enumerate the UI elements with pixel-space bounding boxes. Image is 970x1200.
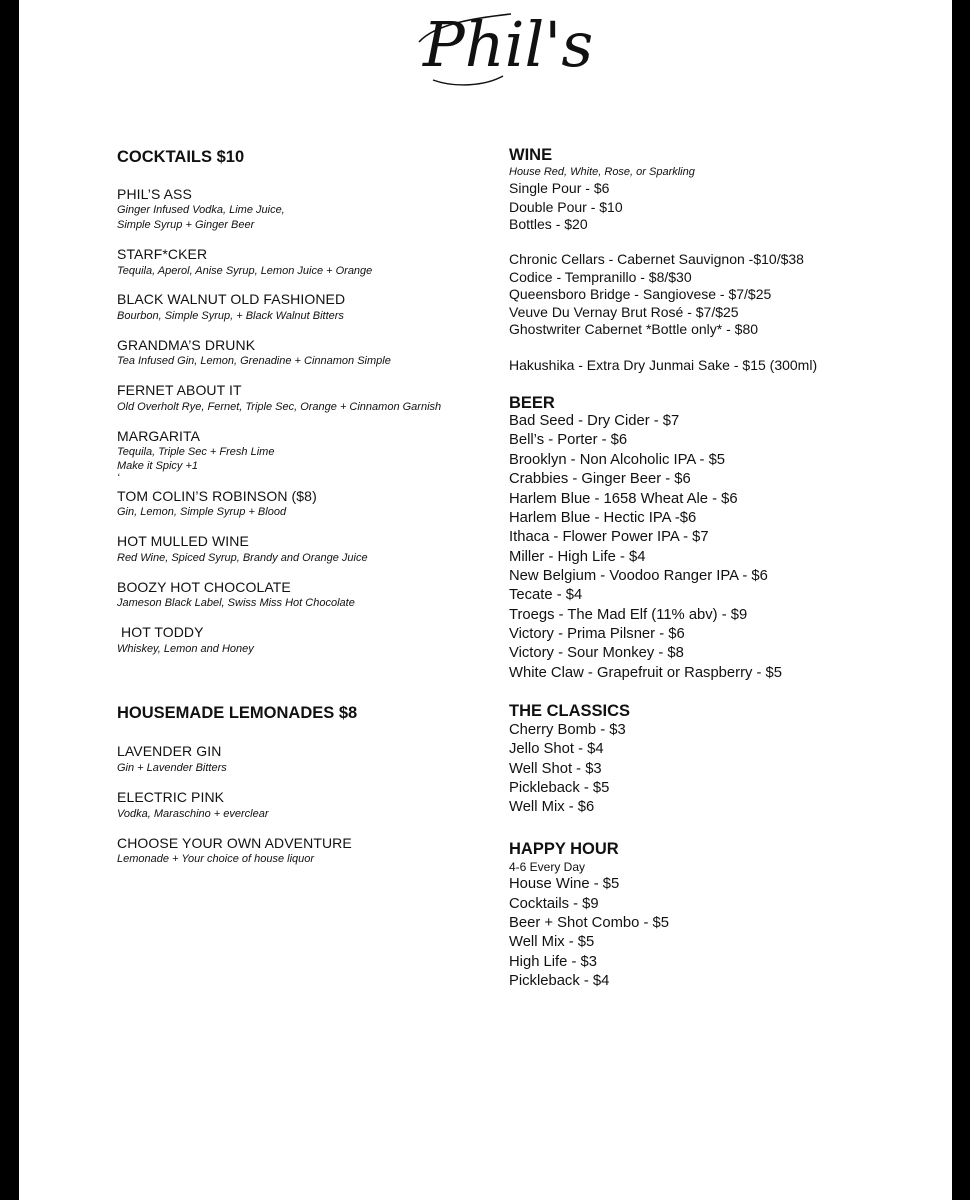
beer-item: New Belgium - Voodoo Ranger IPA - $6 [509,568,768,584]
phils-script-logo [415,0,594,92]
sake-item: Hakushika - Extra Dry Junmai Sake - $15 (300ml) [509,357,818,373]
cocktail-name: STARF*CKER [117,246,208,262]
beer-item: Brooklyn - Non Alcoholic IPA - $5 [509,452,726,468]
beer-item: Troegs - The Mad Elf (11% abv) - $9 [509,607,748,623]
cocktail-name: FERNET ABOUT IT [117,382,242,398]
happy-hour-subtitle: 4-6 Every Day [509,860,586,874]
cocktail-desc: Gin, Lemon, Simple Syrup + Blood [117,506,287,518]
wine-item: Chronic Cellars - Cabernet Sauvignon -$10/$38 [509,251,804,267]
happy-hour-item: Cocktails - $9 [509,896,599,912]
happy-hour-heading: HAPPY HOUR [509,840,619,858]
happy-hour-item: Well Mix - $5 [509,934,595,950]
happy-hour-item: High Life - $3 [509,954,598,970]
beer-item: Tecate - $4 [509,587,583,603]
classics-item: Cherry Bomb - $3 [509,722,626,738]
wine-heading: WINE [509,146,553,164]
wine-item: Queensboro Bridge - Sangiovese - $7/$25 [509,286,772,302]
beer-item: Victory - Sour Monkey - $8 [509,645,684,661]
cocktail-desc: Bourbon, Simple Syrup, + Black Walnut Bitters [117,310,344,322]
lemonade-desc: Gin + Lavender Bitters [117,762,227,774]
cocktail-name: PHIL’S ASS [117,186,192,202]
wine-item: Codice - Tempranillo - $8/$30 [509,269,692,285]
wine-item: Ghostwriter Cabernet *Bottle only* - $80 [509,321,759,337]
wine-pour: Double Pour - $10 [509,199,623,215]
beer-heading: BEER [509,394,555,412]
wine-pour: Single Pour - $6 [509,180,610,196]
classics-item: Pickleback - $5 [509,780,610,796]
beer-item: Victory - Prima Pilsner - $6 [509,626,685,642]
beer-item: Crabbies - Ginger Beer - $6 [509,471,691,487]
cocktail-name: BOOZY HOT CHOCOLATE [117,579,291,595]
cocktail-name: HOT TODDY [117,624,204,640]
wine-item: Veuve Du Vernay Brut Rosé - $7/$25 [509,304,739,320]
beer-item: Ithaca - Flower Power IPA - $7 [509,529,709,545]
cocktail-desc: Tea Infused Gin, Lemon, Grenadine + Cinnamon Simple [117,355,391,367]
lemonade-name: ELECTRIC PINK [117,789,225,805]
cocktail-desc: Simple Syrup + Ginger Beer [117,219,255,231]
beer-item: White Claw - Grapefruit or Raspberry - $5 [509,665,783,681]
cocktail-desc: Tequila, Aperol, Anise Syrup, Lemon Juice + Orange [117,265,373,277]
lemonade-desc: Vodka, Maraschino + everclear [117,808,269,820]
classics-item: Well Mix - $6 [509,799,595,815]
cocktail-desc: Red Wine, Spiced Syrup, Brandy and Orange Juice [117,552,368,564]
wine-subtitle: House Red, White, Rose, or Sparkling [509,166,695,178]
beer-item: Bell’s - Porter - $6 [509,432,628,448]
lemonade-name: CHOOSE YOUR OWN ADVENTURE [117,835,352,851]
happy-hour-item: Pickleback - $4 [509,973,610,989]
cocktail-desc: Tequila, Triple Sec + Fresh Lime [117,446,275,458]
beer-item: Harlem Blue - Hectic IPA -$6 [509,510,697,526]
beer-item: Bad Seed - Dry Cider - $7 [509,413,680,429]
cocktail-name: HOT MULLED WINE [117,533,249,549]
classics-item: Well Shot - $3 [509,761,602,777]
beer-item: Harlem Blue - 1658 Wheat Ale - $6 [509,491,738,507]
classics-item: Jello Shot - $4 [509,741,604,757]
beer-item: Miller - High Life - $4 [509,549,646,565]
lemonade-name: LAVENDER GIN [117,743,222,759]
cocktail-desc: Make it Spicy +1 [117,460,199,472]
happy-hour-item: House Wine - $5 [509,876,620,892]
menu-page [19,0,952,1200]
cocktail-name: BLACK WALNUT OLD FASHIONED [117,291,346,307]
lemonades-heading: HOUSEMADE LEMONADES $8 [117,704,358,722]
classics-heading: THE CLASSICS [509,702,631,720]
cocktail-name: TOM COLIN’S ROBINSON ($8) [117,488,317,504]
cocktail-desc: Ginger Infused Vodka, Lime Juice, [117,204,285,216]
cocktail-desc: ‘ [117,472,120,484]
cocktails-heading: COCKTAILS $10 [117,148,245,166]
svg-text:Phil's: Phil's [423,8,594,81]
happy-hour-item: Beer + Shot Combo - $5 [509,915,669,931]
cocktail-desc: Whiskey, Lemon and Honey [117,643,254,655]
cocktail-desc: Old Overholt Rye, Fernet, Triple Sec, Orange + Cinnamon Garnish [117,401,442,413]
cocktail-desc: Jameson Black Label, Swiss Miss Hot Chocolate [117,597,355,609]
cocktail-name: MARGARITA [117,428,201,444]
wine-pour: Bottles - $20 [509,216,588,232]
cocktail-name: GRANDMA’S DRUNK [117,337,256,353]
lemonade-desc: Lemonade + Your choice of house liquor [117,853,315,865]
